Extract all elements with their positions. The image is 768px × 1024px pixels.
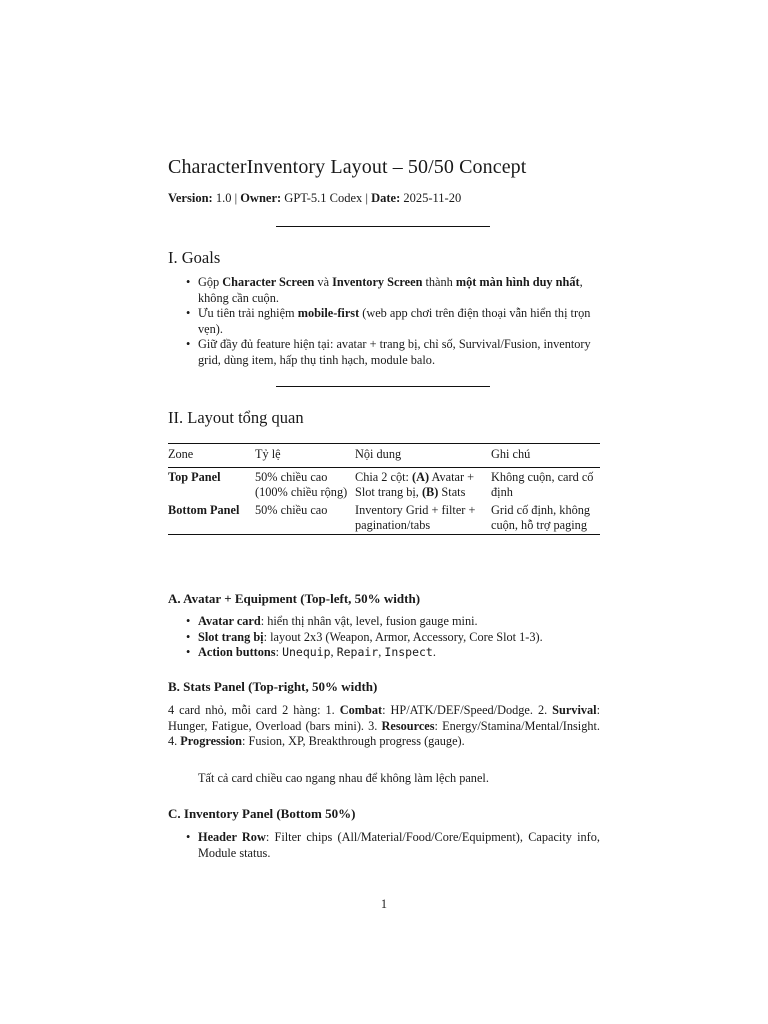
goals-item-2 — [168, 306, 600, 337]
cell-text: Chia 2 cột: — [355, 469, 413, 484]
item-label: Header Row — [198, 830, 266, 844]
version-label: Version: — [168, 191, 213, 205]
table-cell-content: Inventory Grid + filter + pagination/tabs — [355, 502, 476, 533]
zone-name: Top Panel — [168, 469, 221, 484]
table-cell-note: Grid cố định, không cuộn, hỗ trợ paging — [491, 502, 591, 533]
table-cell-content — [355, 467, 491, 501]
date-label: Date: — [371, 191, 401, 205]
table-cell-note: Không cuộn, card cố định — [491, 469, 594, 500]
table-header-cell: Tỷ lệ — [255, 447, 281, 461]
cell-emph: (B) — [421, 485, 439, 500]
code-inspect: Inspect — [384, 645, 433, 660]
goals-emph: một màn hình duy nhất — [455, 275, 580, 289]
para-emph: Progression — [180, 734, 243, 749]
item-text: . — [432, 645, 436, 660]
item-text: : hiển thị nhân vật, level, fusion gauge mini. — [260, 614, 478, 628]
item-text: : — [275, 645, 283, 660]
item-text: , — [378, 645, 385, 660]
para-emph: Resources — [381, 718, 435, 733]
section-b-note: Tất cả card chiều cao ngang nhau để không làm lệch panel. — [198, 771, 489, 785]
table-row — [168, 501, 600, 535]
section-a-list — [168, 614, 600, 661]
goals-text: thành — [422, 275, 456, 289]
code-unequip: Unequip — [282, 645, 331, 660]
item-label: Action buttons — [198, 645, 276, 660]
goals-text: Gộp — [198, 275, 223, 289]
goals-heading: I. Goals — [168, 248, 221, 267]
table-cell-ratio: 50% chiều cao — [255, 502, 328, 517]
item-text: , — [330, 645, 337, 660]
item-label: Avatar card — [198, 614, 261, 628]
zones-table — [168, 443, 600, 535]
table-header-row — [168, 444, 600, 468]
code-repair: Repair — [336, 645, 379, 660]
list-item — [168, 614, 600, 630]
goals-emph: mobile-first — [297, 306, 360, 321]
para-text: 4 card nhỏ, mỗi card 2 hàng: 1. — [168, 703, 340, 717]
goals-item-1 — [168, 275, 600, 306]
document-title: CharacterInventory Layout – 50/50 Concept — [168, 156, 527, 178]
section-a-heading: A. Avatar + Equipment (Top-left, 50% width) — [168, 591, 421, 606]
section-c-list — [168, 830, 600, 861]
table-header-cell: Nội dung — [355, 447, 402, 461]
layout-heading: II. Layout tổng quan — [168, 408, 304, 427]
section-divider — [276, 226, 490, 227]
goals-text: (web app chơi trên điện thoại vẫn hiển thị trọn vẹn). — [198, 306, 591, 336]
table-cell-zone — [168, 467, 255, 501]
owner-value: GPT-5.1 Codex — [284, 191, 363, 205]
para-text: : Hunger, Fatigue, Overload (bars mini). 3. — [168, 703, 601, 733]
section-c-heading: C. Inventory Panel (Bottom 50%) — [168, 806, 356, 821]
para-text: : Fusion, XP, Breakthrough progress (gauge). — [242, 734, 465, 749]
goals-text: , không cần cuộn. — [198, 275, 583, 305]
goals-text: Ưu tiên trải nghiệm — [198, 306, 298, 321]
document-meta — [168, 191, 600, 206]
para-text: : HP/ATK/DEF/Speed/Dodge. 2. — [382, 703, 553, 717]
para-text: : Energy/Stamina/Mental/Insight. 4. — [168, 718, 600, 749]
para-emph: Survival — [552, 703, 597, 717]
table-header-cell: Zone — [168, 447, 194, 461]
section-divider — [276, 386, 490, 387]
goals-emph: Inventory Screen — [332, 275, 423, 289]
goals-text: và — [314, 275, 333, 289]
item-label: Slot trang bị — [198, 629, 264, 644]
section-b-paragraph — [168, 703, 600, 750]
goals-emph: Character Screen — [222, 275, 315, 289]
table-cell-zone — [168, 501, 255, 535]
goals-list — [168, 275, 600, 369]
list-item — [168, 645, 600, 661]
section-b-heading: B. Stats Panel (Top-right, 50% width) — [168, 679, 378, 694]
owner-label: Owner: — [240, 191, 282, 205]
meta-separator: | — [365, 191, 368, 205]
table-cell-ratio: 50% chiều cao (100% chiều rộng) — [255, 469, 348, 500]
zone-name: Bottom Panel — [168, 502, 240, 517]
table-row — [168, 467, 600, 501]
cell-text: Avatar + Slot trang bị, — [355, 469, 475, 500]
goals-text: Giữ đầy đủ feature hiện tại: avatar + trang bị, chỉ số, Survival/Fusion, inventory grid, dùng item, hấp thụ tinh hạch, module balo. — [198, 337, 591, 367]
table-header-cell: Ghi chú — [491, 447, 531, 461]
cell-emph: (A) — [412, 469, 430, 484]
list-item — [168, 630, 600, 646]
item-text: : layout 2x3 (Weapon, Armor, Accessory, Core Slot 1-3). — [263, 629, 543, 644]
meta-separator: | — [234, 191, 238, 205]
para-emph: Combat — [339, 703, 383, 717]
date-value: 2025-11-20 — [403, 191, 462, 205]
cell-text: Stats — [438, 485, 466, 500]
page-number: 1 — [380, 897, 388, 911]
list-item — [168, 830, 600, 861]
goals-item-3 — [168, 337, 600, 368]
item-text: : Filter chips (All/Material/Food/Core/Equipment), Capacity info, Module status. — [198, 830, 601, 860]
version-value: 1.0 — [215, 191, 232, 205]
